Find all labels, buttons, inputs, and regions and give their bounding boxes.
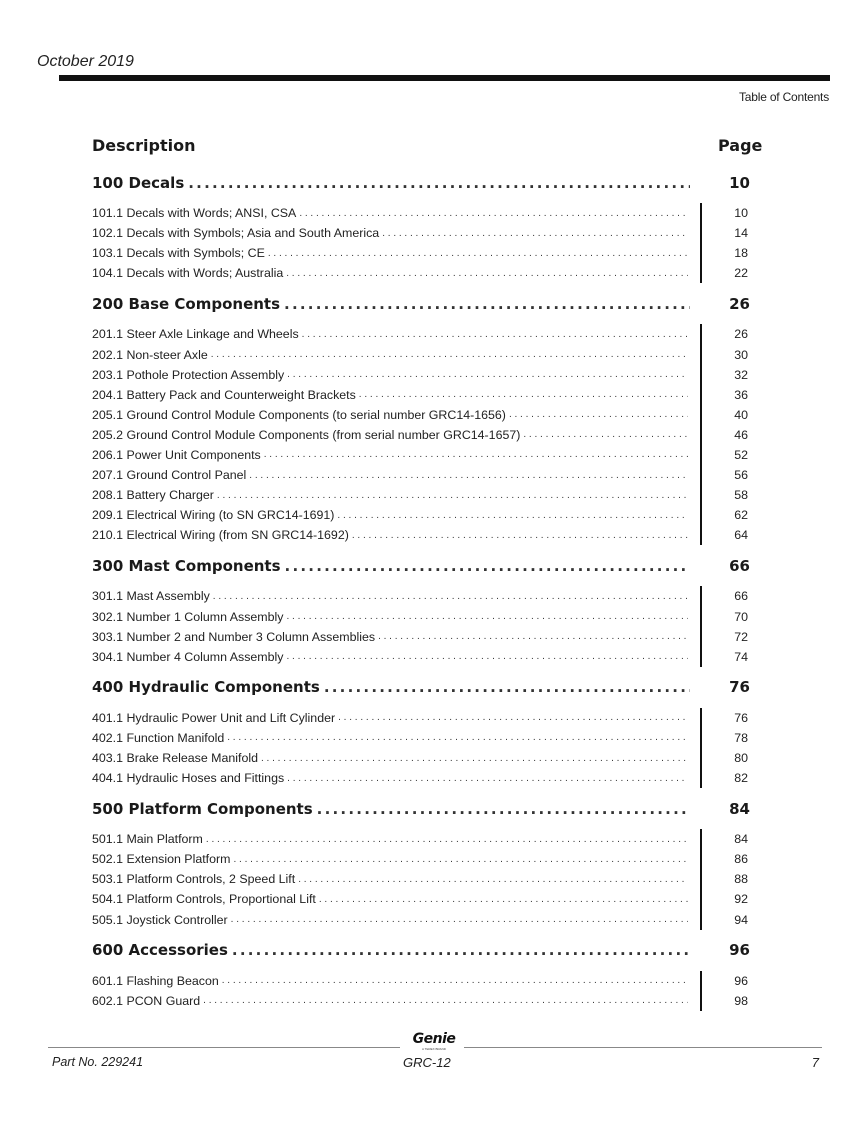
description-column-header: Description (92, 135, 196, 155)
footer-rule-left (48, 1047, 400, 1048)
section-page-number: 10 (729, 173, 750, 192)
dot-leader (284, 295, 690, 313)
section-title: 100 Decals (92, 173, 185, 192)
section-title: 400 Hydraulic Components (92, 678, 320, 697)
dot-leader (264, 449, 688, 460)
entry-page-number: 88 (734, 872, 748, 887)
column-headers (92, 128, 763, 162)
entry-title: 206.1 Power Unit Components (92, 447, 261, 462)
toc-entry[interactable] (92, 586, 760, 606)
entry-title: 302.1 Number 1 Column Assembly (92, 609, 284, 624)
dot-leader (359, 389, 688, 400)
logo-wordmark: Genie (412, 1031, 456, 1047)
entry-title: 504.1 Platform Controls, Proportional Lift (92, 892, 316, 907)
toc-entry[interactable] (92, 445, 760, 465)
toc-entry[interactable] (92, 708, 760, 728)
section-heading-row[interactable] (92, 162, 760, 203)
entry-page-number: 76 (734, 710, 748, 725)
dot-leader (227, 732, 688, 743)
dot-leader (268, 248, 688, 259)
toc-entry[interactable] (92, 365, 760, 385)
entry-page-number: 58 (734, 488, 748, 503)
entry-title: 101.1 Decals with Words; ANSI, CSA (92, 206, 297, 221)
dot-leader (509, 409, 688, 420)
section-page-number: 26 (729, 294, 750, 313)
entry-page-number: 62 (734, 508, 748, 523)
toc-section (92, 667, 760, 788)
vertical-rule (700, 971, 702, 1011)
entry-page-number: 22 (734, 266, 748, 281)
dot-leader (203, 995, 688, 1006)
toc-entry[interactable] (92, 849, 760, 869)
dot-leader (319, 894, 688, 905)
entry-page-number: 14 (734, 226, 748, 241)
section-page-number: 84 (729, 799, 750, 818)
dot-leader (338, 712, 688, 723)
entry-page-number: 36 (734, 387, 748, 402)
entry-title: 103.1 Decals with Symbols; CE (92, 246, 265, 261)
dot-leader (317, 800, 690, 818)
entry-page-number: 96 (734, 973, 748, 988)
section-heading-row[interactable] (92, 667, 760, 708)
entry-title: 402.1 Function Manifold (92, 730, 225, 745)
section-items (92, 586, 760, 666)
footer-rule-right (464, 1047, 822, 1048)
model-name: GRC-12 (403, 1055, 451, 1070)
toc-entry[interactable] (92, 203, 760, 223)
entry-title: 209.1 Electrical Wiring (to SN GRC14-1691) (92, 508, 335, 523)
entry-title: 503.1 Platform Controls, 2 Speed Lift (92, 872, 296, 887)
section-title: 600 Accessories (92, 941, 228, 960)
toc-entry[interactable] (92, 243, 760, 263)
toc-entry[interactable] (92, 627, 760, 647)
section-page-number: 76 (729, 678, 750, 697)
entry-page-number: 10 (734, 206, 748, 221)
dot-leader (211, 349, 688, 360)
entry-title: 601.1 Flashing Beacon (92, 973, 219, 988)
dot-leader (298, 874, 688, 885)
section-heading-row[interactable] (92, 788, 760, 829)
section-items (92, 829, 760, 929)
toc-entry[interactable] (92, 525, 760, 545)
entry-title: 210.1 Electrical Wiring (from SN GRC14-1692) (92, 528, 349, 543)
toc-entry[interactable] (92, 344, 760, 364)
entry-page-number: 84 (734, 832, 748, 847)
entry-page-number: 82 (734, 771, 748, 786)
dot-leader (233, 854, 688, 865)
toc-section (92, 162, 760, 283)
section-heading-row[interactable] (92, 545, 760, 586)
entry-title: 205.1 Ground Control Module Components (to serial number GRC14-1656) (92, 407, 506, 422)
toc-entry[interactable] (92, 385, 760, 405)
toc-entry[interactable] (92, 425, 760, 445)
toc-entry[interactable] (92, 223, 760, 243)
entry-page-number: 40 (734, 407, 748, 422)
toc-entry[interactable] (92, 889, 760, 909)
entry-title: 501.1 Main Platform (92, 832, 203, 847)
section-items (92, 324, 760, 545)
entry-page-number: 56 (734, 468, 748, 483)
page-column-header: Page (718, 135, 763, 155)
section-heading-row[interactable] (92, 930, 760, 971)
dot-leader (287, 773, 688, 784)
section-title: 200 Base Components (92, 294, 281, 313)
toc-entry[interactable] (92, 971, 760, 991)
page-number: 7 (811, 1055, 819, 1070)
toc-entry[interactable] (92, 505, 760, 525)
entry-page-number: 52 (734, 447, 748, 462)
dot-leader (286, 651, 688, 662)
entry-page-number: 86 (734, 852, 748, 867)
entry-title: 204.1 Battery Pack and Counterweight Brackets (92, 387, 356, 402)
entry-page-number: 18 (734, 246, 748, 261)
toc-entry[interactable] (92, 748, 760, 768)
entry-title: 203.1 Pothole Protection Assembly (92, 367, 285, 382)
entry-page-number: 66 (734, 589, 748, 604)
entry-page-number: 94 (734, 912, 748, 927)
toc-entry[interactable] (92, 465, 760, 485)
entry-title: 505.1 Joystick Controller (92, 912, 228, 927)
entry-title: 201.1 Steer Axle Linkage and Wheels (92, 327, 299, 342)
entry-page-number: 98 (734, 993, 748, 1008)
section-items (92, 971, 760, 1011)
toc-entry[interactable] (92, 768, 760, 788)
section-label: Table of Contents (739, 90, 829, 104)
entry-title: 208.1 Battery Charger (92, 488, 214, 503)
section-title: 500 Platform Components (92, 799, 313, 818)
dot-leader (378, 631, 688, 642)
toc-entry[interactable] (92, 607, 760, 627)
part-number: Part No. 229241 (52, 1055, 144, 1069)
section-items (92, 203, 760, 283)
genie-logo (408, 1031, 460, 1051)
toc-entry[interactable] (92, 991, 760, 1011)
dot-leader (324, 678, 690, 696)
dot-leader (287, 369, 688, 380)
entry-title: 404.1 Hydraulic Hoses and Fittings (92, 771, 285, 786)
dot-leader (249, 470, 688, 481)
section-page-number: 66 (729, 556, 750, 575)
table-of-contents (92, 128, 763, 1011)
toc-sections (92, 162, 760, 1011)
dot-leader (188, 174, 690, 192)
entry-page-number: 32 (734, 367, 748, 382)
dot-leader (261, 753, 688, 764)
vertical-rule (700, 203, 702, 283)
dot-leader (231, 914, 688, 925)
section-page-number: 96 (729, 941, 750, 960)
toc-section (92, 545, 760, 666)
entry-page-number: 74 (734, 649, 748, 664)
dot-leader (206, 834, 688, 845)
entry-page-number: 92 (734, 892, 748, 907)
logo-tagline: A TEREX BRAND (422, 1047, 446, 1051)
section-items (92, 708, 760, 788)
entry-title: 502.1 Extension Platform (92, 852, 231, 867)
document-date: October 2019 (37, 53, 134, 70)
entry-page-number: 26 (734, 327, 748, 342)
toc-entry[interactable] (92, 829, 760, 849)
entry-title: 205.2 Ground Control Module Components (from serial number GRC14-1657) (92, 427, 521, 442)
entry-page-number: 72 (734, 629, 748, 644)
dot-leader (286, 611, 688, 622)
dot-leader (337, 510, 688, 521)
dot-leader (286, 268, 688, 279)
dot-leader (382, 228, 688, 239)
toc-entry[interactable] (92, 324, 760, 344)
section-title: 300 Mast Components (92, 556, 281, 575)
toc-section (92, 283, 760, 545)
dot-leader (217, 490, 688, 501)
entry-page-number: 30 (734, 347, 748, 362)
section-heading-row[interactable] (92, 283, 760, 324)
dot-leader (232, 941, 690, 959)
dot-leader (299, 208, 688, 219)
entry-title: 207.1 Ground Control Panel (92, 468, 247, 483)
entry-title: 304.1 Number 4 Column Assembly (92, 649, 284, 664)
toc-section (92, 788, 760, 929)
dot-leader (222, 975, 688, 986)
toc-entry[interactable] (92, 647, 760, 667)
toc-entry[interactable] (92, 910, 760, 930)
vertical-rule (700, 586, 702, 666)
dot-leader (285, 557, 690, 575)
dot-leader (523, 429, 688, 440)
entry-title: 104.1 Decals with Words; Australia (92, 266, 284, 281)
toc-entry[interactable] (92, 263, 760, 283)
dot-leader (213, 591, 688, 602)
entry-title: 102.1 Decals with Symbols; Asia and South America (92, 226, 380, 241)
vertical-rule (700, 708, 702, 788)
entry-page-number: 80 (734, 751, 748, 766)
toc-entry[interactable] (92, 485, 760, 505)
vertical-rule (700, 324, 702, 545)
toc-entry[interactable] (92, 869, 760, 889)
entry-title: 401.1 Hydraulic Power Unit and Lift Cylinder (92, 710, 336, 725)
dot-leader (352, 530, 688, 541)
header-rule (59, 75, 830, 81)
toc-entry[interactable] (92, 728, 760, 748)
toc-section (92, 930, 760, 1011)
entry-page-number: 46 (734, 427, 748, 442)
entry-title: 301.1 Mast Assembly (92, 589, 210, 604)
entry-title: 403.1 Brake Release Manifold (92, 751, 258, 766)
entry-title: 202.1 Non-steer Axle (92, 347, 208, 362)
vertical-rule (700, 829, 702, 929)
entry-page-number: 70 (734, 609, 748, 624)
entry-title: 602.1 PCON Guard (92, 993, 201, 1008)
dot-leader (302, 329, 688, 340)
entry-page-number: 78 (734, 730, 748, 745)
entry-page-number: 64 (734, 528, 748, 543)
toc-entry[interactable] (92, 405, 760, 425)
entry-title: 303.1 Number 2 and Number 3 Column Assemblies (92, 629, 376, 644)
